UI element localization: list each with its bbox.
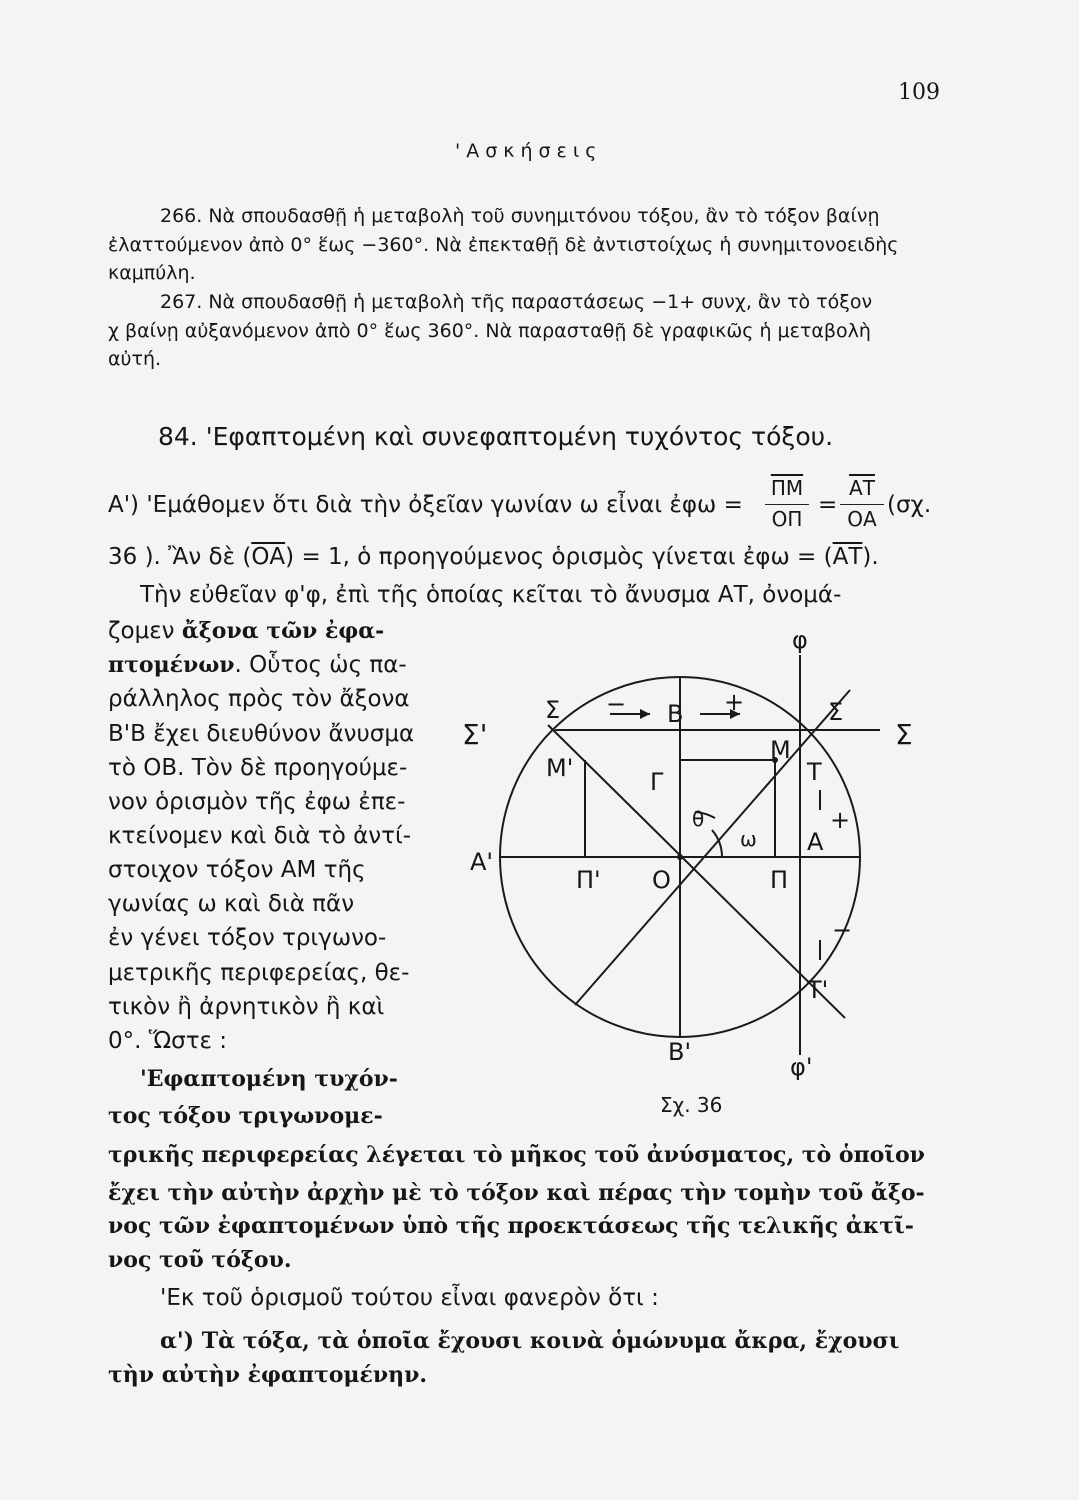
label-m-prime: Μ' [546, 754, 574, 782]
label-b: Β [667, 700, 684, 728]
section-title: 84. 'Εφαπτομένη καὶ συνεφαπτομένη τυχόντος τόξου. [158, 422, 834, 451]
para-b-line-12: μετρικῆς περιφερείας, θε- [108, 960, 410, 986]
label-o: Ο [652, 866, 671, 894]
running-header: 'Ασκήσεις [455, 140, 603, 162]
definition-line-4: ἔχει τὴν αὐτὴν ἀρχὴν μὲ τὸ τόξον καὶ πέρας τὴν τομὴν τοῦ ἄξο- [108, 1180, 925, 1206]
para-b-line-2 [108, 618, 384, 644]
para-b-line-9: στοιχον τόξον ΑΜ τῆς [108, 857, 366, 883]
para-b-line-6: τὸ ΟΒ. Τὸν δὲ προηγούμε- [108, 755, 408, 781]
exercise-266-line-3: καμπύλη. [108, 262, 196, 284]
para-b-line-13: τικὸν ἢ ἀρνητικὸν ἢ καὶ [108, 994, 385, 1020]
exercise-266-line-1: 266. Νὰ σπουδασθῇ ἡ μεταβολὴ τοῦ συνημιτόνου τόξου, ἂν τὸ τόξον βαίνῃ [160, 205, 880, 227]
fraction-denominator: ΟΑ [840, 504, 884, 531]
fraction-numerator: $\overline{AT}$ [849, 476, 875, 500]
bold-term: ἄξονα τῶν ἐφα- [181, 618, 385, 644]
after-definition: 'Εκ τοῦ ὁρισμοῦ τούτου εἶναι φανερὸν ὅτι : [160, 1285, 659, 1311]
para-b-line-14: 0°. Ὥστε : [108, 1028, 228, 1054]
definition-line-2: τος τόξου τριγωνομε- [108, 1103, 383, 1129]
figure-caption: Σχ. 36 [660, 1093, 723, 1117]
fraction-denominator: ΟΠ [765, 504, 809, 531]
label-p: Π [770, 866, 789, 894]
label-m: Μ [770, 736, 791, 764]
para-b-line-10: γωνίας ω καὶ διὰ πᾶν [108, 891, 355, 917]
para-a-line-1: Α') 'Εμάθομεν ὅτι διὰ τὴν ὀξεῖαν γωνίαν ω εἶναι ἐφω = [108, 492, 743, 518]
exercise-267-line-2: χ βαίνῃ αὐξανόμενον ἀπὸ 0° ἕως 360°. Νὰ παρασταθῇ δὲ γραφικῶς ἡ μεταβολὴ [108, 320, 871, 342]
fraction-at-oa [840, 476, 884, 531]
text-span: ) = 1, ὁ προηγούμενος ὁρισμὸς γίνεται ἐφω = ( [285, 544, 833, 570]
text-span: . Οὗτος ὡς πα- [234, 652, 407, 678]
label-t: Τ [807, 758, 822, 786]
fraction-pm-op [765, 476, 809, 531]
fraction-numerator: $\overline{\Pi M}$ [770, 476, 804, 500]
text-span: ). [862, 544, 879, 570]
label-minus-right: − [832, 916, 853, 944]
overlined-oa: $\overline{OA}$ [251, 544, 286, 570]
arrow-left-head [640, 709, 650, 719]
para-b-line-11: ἐν γένει τόξον τριγωνο- [108, 925, 387, 951]
para-a-tail: (σχ. [887, 492, 932, 518]
para-a-line-2 [108, 544, 879, 570]
page-number: 109 [898, 80, 940, 105]
para-b-line-7: νον ὁρισμὸν τῆς ἐφω ἐπε- [108, 789, 406, 815]
para-b-line-3 [108, 652, 407, 678]
point-o [677, 854, 683, 860]
label-a: Α [807, 828, 824, 856]
label-plus-top: + [724, 688, 745, 716]
definition-line-6: νος τοῦ τόξου. [108, 1247, 292, 1273]
label-omega: ω [740, 827, 757, 851]
exercise-267-line-3: αὐτή. [108, 348, 162, 370]
label-sigma-axis: Σ [895, 718, 913, 751]
label-sigma-right: Σ [828, 698, 844, 726]
label-plus-right: + [830, 806, 851, 834]
exercise-267-line-1: 267. Νὰ σπουδασθῇ ἡ μεταβολὴ τῆς παραστάσεως −1+ συνχ, ἂν τὸ τόξον [160, 291, 873, 313]
exercise-266-line-2: ἐλαττούμενον ἀπὸ 0° ἕως −360°. Νὰ ἐπεκταθῇ δὲ ἀντιστοίχως ἡ συνημιτονοειδὴς [108, 234, 899, 256]
para-b-line-5: Β'Β ἔχει διευθύνον ἄνυσμα [108, 721, 415, 747]
label-sigma-prime: Σ' [462, 718, 488, 751]
bold-term: πτομένων [108, 652, 235, 678]
figure-36 [440, 620, 920, 1090]
para-b-line-8: κτείνομεν καὶ διὰ τὸ ἀντί- [108, 823, 412, 849]
definition-line-1: 'Εφαπτομένη τυχόν- [140, 1066, 398, 1092]
definition-line-5: νος τῶν ἐφαπτομένων ὑπὸ τῆς προεκτάσεως τῆς τελικῆς ἀκτῖ- [108, 1213, 914, 1239]
label-a-prime: Α' [470, 848, 494, 876]
corollary-line-2: τὴν αὐτὴν ἐφαπτομένην. [108, 1362, 428, 1388]
label-phi-bottom: φ' [790, 1053, 813, 1081]
para-b-line-1: Τὴν εὐθεῖαν φ'φ, ἐπὶ τῆς ὁποίας κεῖται τὸ ἄνυσμα ΑΤ, ὀνομά- [140, 582, 842, 608]
overlined-at: $\overline{AT}$ [832, 544, 863, 570]
label-t-prime: Τ' [807, 976, 829, 1004]
label-phi-top: φ [792, 626, 808, 654]
label-sigma-left: Σ [545, 696, 561, 724]
label-minus-top: − [606, 690, 627, 718]
corollary-line-1: α') Τὰ τόξα, τὰ ὁποῖα ἔχουσι κοινὰ ὁμώνυμα ἄκρα, ἔχουσι [160, 1328, 900, 1354]
label-b-prime: Β' [668, 1038, 692, 1066]
label-p-prime: Π' [576, 866, 601, 894]
definition-line-3: τρικῆς περιφερείας λέγεται τὸ μῆκος τοῦ ἀνύσματος, τὸ ὁποῖον [108, 1142, 925, 1168]
label-theta: θ [692, 807, 705, 831]
para-b-line-4: ράλληλος πρὸς τὸν ἄξονα [108, 686, 410, 712]
text-span: 36 ). Ἂν δὲ ( [108, 544, 252, 570]
text-span: ζομεν [108, 618, 182, 644]
label-gamma: Γ [650, 768, 664, 796]
equals-sign: = [818, 492, 838, 518]
